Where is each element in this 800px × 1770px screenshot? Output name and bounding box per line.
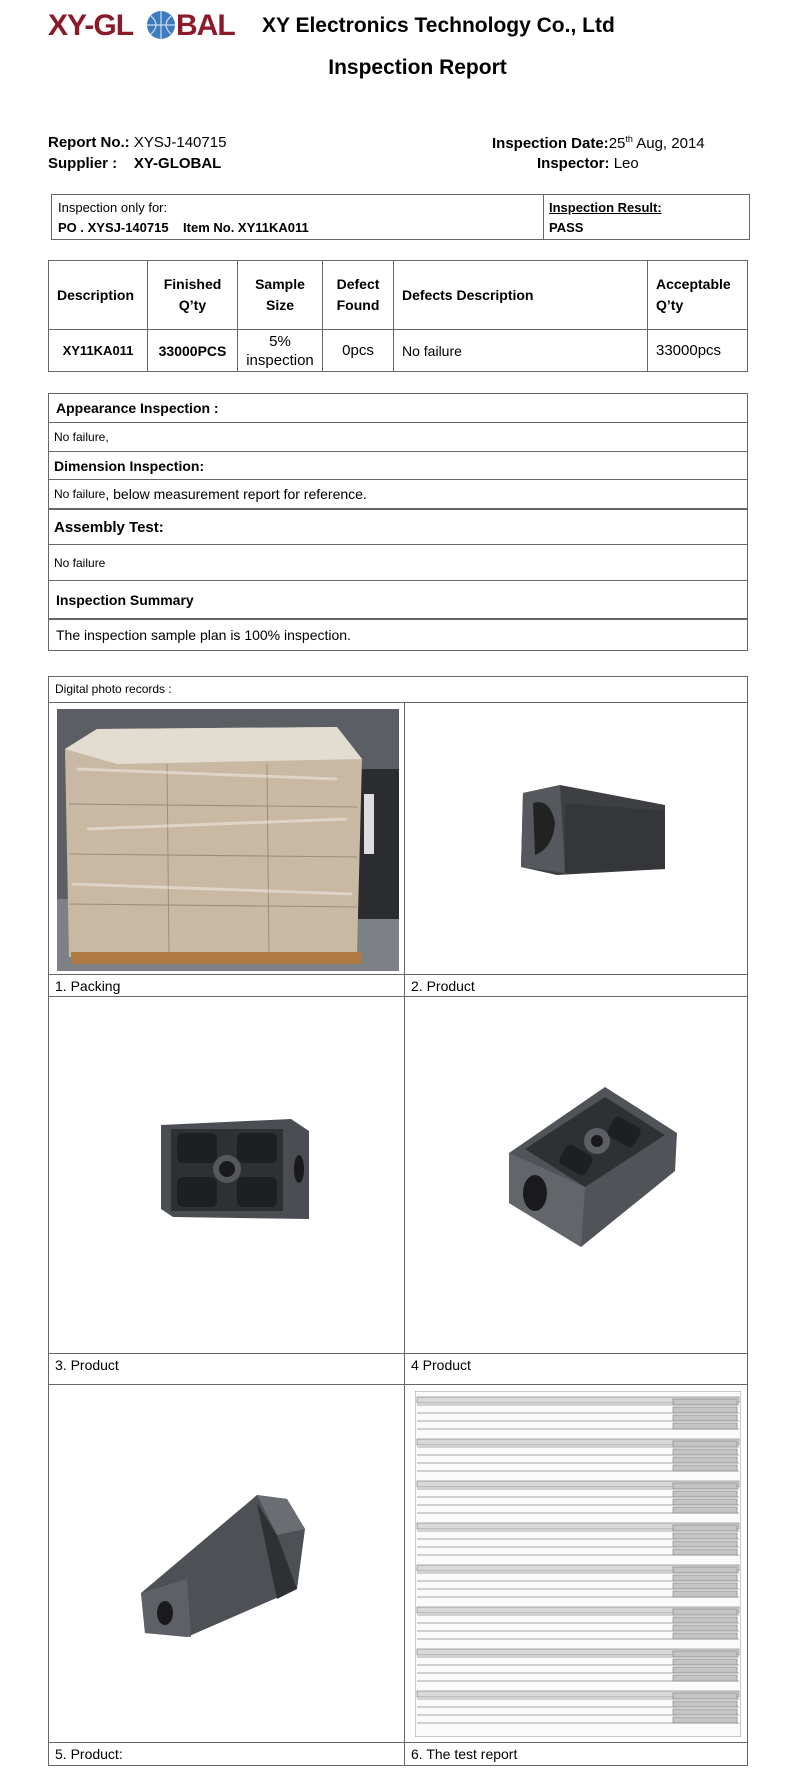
caption-product-3: 3. Product [55,1357,119,1373]
photo-records [48,676,748,1766]
caption-2-cell [404,974,748,997]
assembly-title: Assembly Test: [48,509,748,545]
cell-description: XY11KA011 [49,330,148,372]
inspection-table [48,260,748,372]
product-photo-5 [137,1489,309,1639]
packing-photo [57,709,399,971]
report-cell-shade [673,1483,737,1489]
photo-product-3-cell [48,996,405,1354]
result-value: PASS [549,220,584,235]
photo-test-report-cell [404,1384,748,1743]
report-cell-shade [673,1591,737,1597]
header-description: Description [49,261,148,330]
inspection-date: Inspection Date:25th Aug, 2014 [492,134,705,152]
caption-1-cell [48,974,405,997]
caption-4-cell [404,1353,748,1385]
report-cell-shade [673,1407,737,1413]
caption-5-cell [48,1742,405,1766]
test-report-photo [415,1391,741,1737]
inspector: Inspector: Leo [537,155,639,172]
report-cell-shade [673,1533,737,1539]
company-logo [48,6,248,44]
report-cell-shade [673,1441,737,1447]
supplier: Supplier : XY-GLOBAL [48,155,222,172]
report-cell-shade [673,1633,737,1639]
report-no: Report No.: XYSJ-140715 [48,134,227,151]
photo-records-label-cell [48,676,748,703]
inspection-for-box [51,194,750,240]
report-cell-shade [673,1709,737,1715]
appearance-title: Appearance Inspection : [48,393,748,423]
report-cell-shade [673,1693,737,1699]
report-cell-shade [673,1491,737,1497]
report-cell-shade [673,1583,737,1589]
cell-acceptable-qty: 33000pcs [648,330,748,372]
photo-product-2-cell [404,702,748,975]
report-cell-shade [673,1415,737,1421]
report-cell-shade [673,1567,737,1573]
inspection-for-label: Inspection only for: [58,200,168,215]
header-finished-qty: Finished Q’ty [148,261,238,330]
photo-product-5-cell [48,1384,405,1743]
assembly-text: No failure [48,545,748,581]
header-acceptable-qty: Acceptable Q’ty [648,261,748,330]
result-label: Inspection Result: [549,200,662,215]
report-cell-shade [673,1667,737,1673]
photo-product-4-cell [404,996,748,1354]
cell-sample-size: 5% inspection [238,330,323,372]
logo-text-right: BAL [176,9,235,42]
report-cell-shade [673,1701,737,1707]
report-cell-shade [673,1541,737,1547]
caption-product-5: 5. Product: [55,1746,123,1762]
report-cell-shade [673,1609,737,1615]
dimension-title: Dimension Inspection: [48,452,748,480]
dimension-text: No failure , below measurement report for reference. [48,480,748,509]
caption-test-report: 6. The test report [411,1746,518,1762]
report-cell-shade [673,1675,737,1681]
cell-finished-qty: 33000PCS [148,330,238,372]
report-cell-shade [673,1449,737,1455]
report-cell-shade [673,1499,737,1505]
company-name: XY Electronics Technology Co., Ltd [262,14,615,37]
summary-title: Inspection Summary [48,581,748,619]
photo-records-label: Digital photo records : [55,682,172,696]
product-photo-3 [161,1119,311,1221]
caption-packing: 1. Packing [55,978,121,994]
po-item: PO . XYSJ-140715 Item No. XY11KA011 [58,220,309,235]
report-title: Inspection Report [328,56,507,79]
header-defects-description: Defects Description [394,261,648,330]
caption-6-cell [404,1742,748,1766]
header-sample-size: Sample Size [238,261,323,330]
cell-defect-found: 0pcs [323,330,394,372]
report-cell-shade [673,1423,737,1429]
report-cell-shade [673,1399,737,1405]
header-defect-found: Defect Found [323,261,394,330]
report-cell-shade [673,1717,737,1723]
caption-product-4: 4 Product [411,1357,471,1373]
caption-product-2: 2. Product [411,978,475,994]
appearance-text: No failure, [48,423,748,452]
table-header-row [49,261,748,330]
report-cell-shade [673,1651,737,1657]
caption-3-cell [48,1353,405,1385]
report-cell-shade [673,1659,737,1665]
report-cell-shade [673,1617,737,1623]
product-photo-4 [505,1083,681,1249]
report-cell-shade [673,1457,737,1463]
report-cell-shade [673,1549,737,1555]
logo-text-left: XY-GL [48,9,134,42]
cell-defects-description: No failure [394,330,648,372]
report-cell-shade [673,1465,737,1471]
table-row [49,330,748,372]
summary-text: The inspection sample plan is 100% inspection. [48,619,748,651]
inspection-sections [48,393,748,651]
report-cell-shade [673,1507,737,1513]
report-cell-shade [673,1625,737,1631]
photo-packing-cell [48,702,405,975]
report-cell-shade [673,1525,737,1531]
product-photo-2 [515,783,667,877]
report-cell-shade [673,1575,737,1581]
